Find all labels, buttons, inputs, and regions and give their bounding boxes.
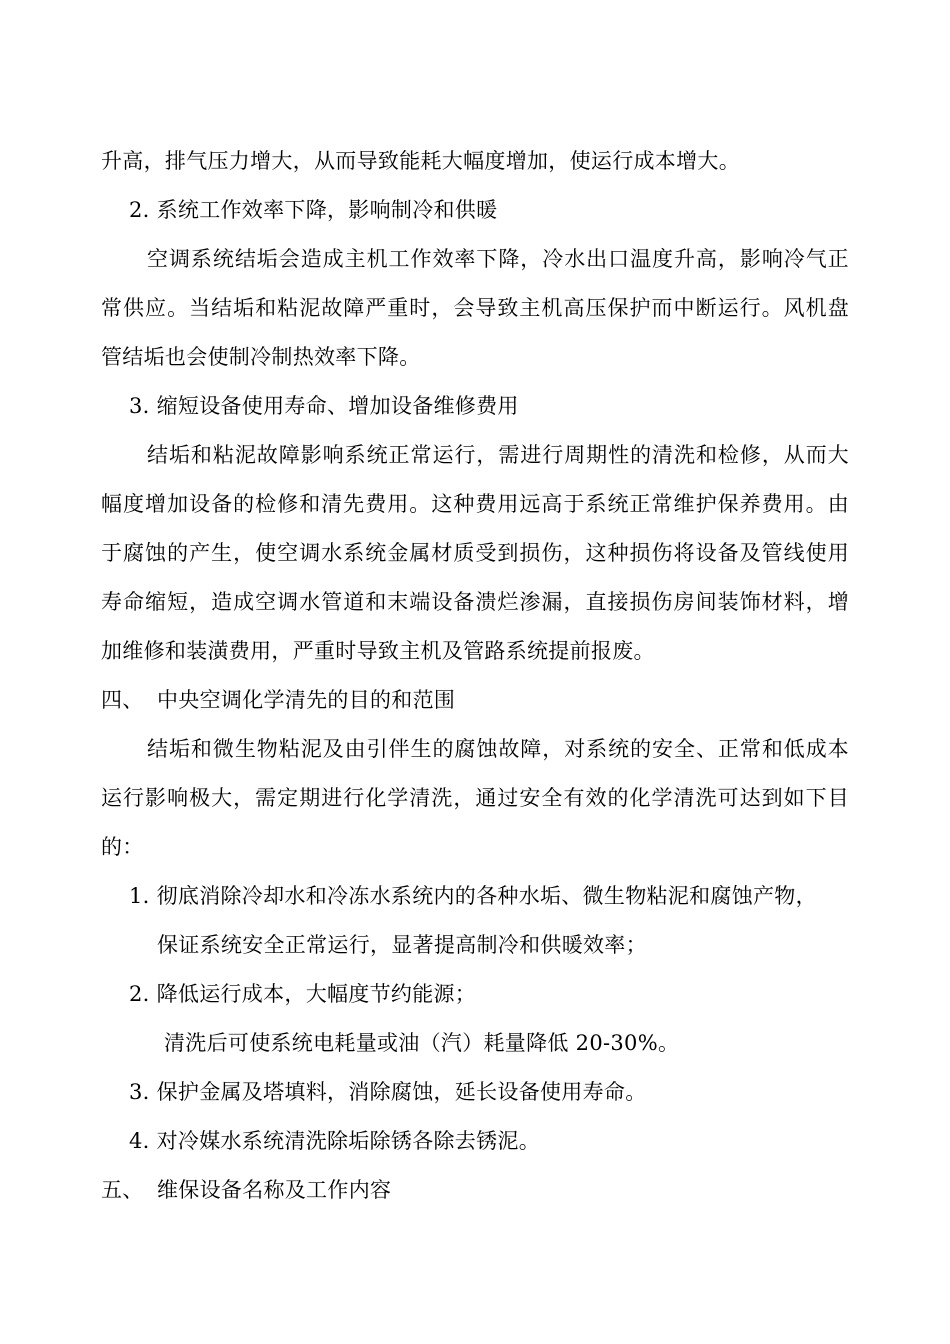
paragraph-line: 结垢和粘泥故障影响系统正常运行，需进行周期性的清洗和检修，从而大 <box>147 443 849 467</box>
list-item: 3. 保护金属及塔填料，消除腐蚀，延长设备使用寿命。 <box>129 1080 647 1104</box>
paragraph-line: 空调系统结垢会造成主机工作效率下降，冷水出口温度升高，影响冷气正 <box>147 247 849 271</box>
list-item-continuation: 清洗后可使系统电耗量或油（汽）耗量降低 20-30%。 <box>164 1031 680 1055</box>
list-item: 4. 对冷媒水系统清洗除垢除锈各除去锈泥。 <box>129 1129 541 1153</box>
paragraph-line: 管结垢也会使制冷制热效率下降。 <box>101 345 421 369</box>
list-item: 2. 降低运行成本，大幅度节约能源； <box>129 982 477 1006</box>
subheading-3: 3. 缩短设备使用寿命、增加设备维修费用 <box>129 394 519 418</box>
section-number: 四、 <box>101 688 144 712</box>
paragraph-line: 结垢和微生物粘泥及由引伴生的腐蚀故障，对系统的安全、正常和低成本 <box>147 737 849 761</box>
paragraph-line: 运行影响极大，需定期进行化学清洗，通过安全有效的化学清洗可达到如下目 <box>101 786 849 810</box>
paragraph-line: 常供应。当结垢和粘泥故障严重时，会导致主机高压保护而中断运行。风机盘 <box>101 296 849 320</box>
list-item: 1. 彻底消除冷却水和冷冻水系统内的各种水垢、微生物粘泥和腐蚀产物， <box>129 884 817 908</box>
section-title: 中央空调化学清先的目的和范围 <box>157 688 456 712</box>
subheading-2: 2. 系统工作效率下降，影响制冷和供暖 <box>129 198 498 222</box>
section-title: 维保设备名称及工作内容 <box>157 1178 392 1202</box>
paragraph-line: 寿命缩短，造成空调水管道和末端设备溃烂渗漏，直接损伤房间装饰材料，增 <box>101 590 849 614</box>
section-number: 五、 <box>101 1178 144 1202</box>
section-heading-5 <box>101 1176 391 1204</box>
paragraph-line: 升高，排气压力增大，从而导致能耗大幅度增加，使运行成本增大。 <box>101 149 740 173</box>
paragraph-line: 幅度增加设备的检修和清先费用。这种费用远高于系统正常维护保养费用。由 <box>101 492 849 516</box>
paragraph-line: 的： <box>101 835 144 859</box>
paragraph-line: 于腐蚀的产生，使空调水系统金属材质受到损伤，这种损伤将设备及管线使用 <box>101 541 849 565</box>
paragraph-line: 加维修和装潢费用，严重时导致主机及管路系统提前报废。 <box>101 639 655 663</box>
list-item-continuation: 保证系统安全正常运行，显著提高制冷和供暖效率； <box>157 933 647 957</box>
section-heading-4 <box>101 686 455 714</box>
